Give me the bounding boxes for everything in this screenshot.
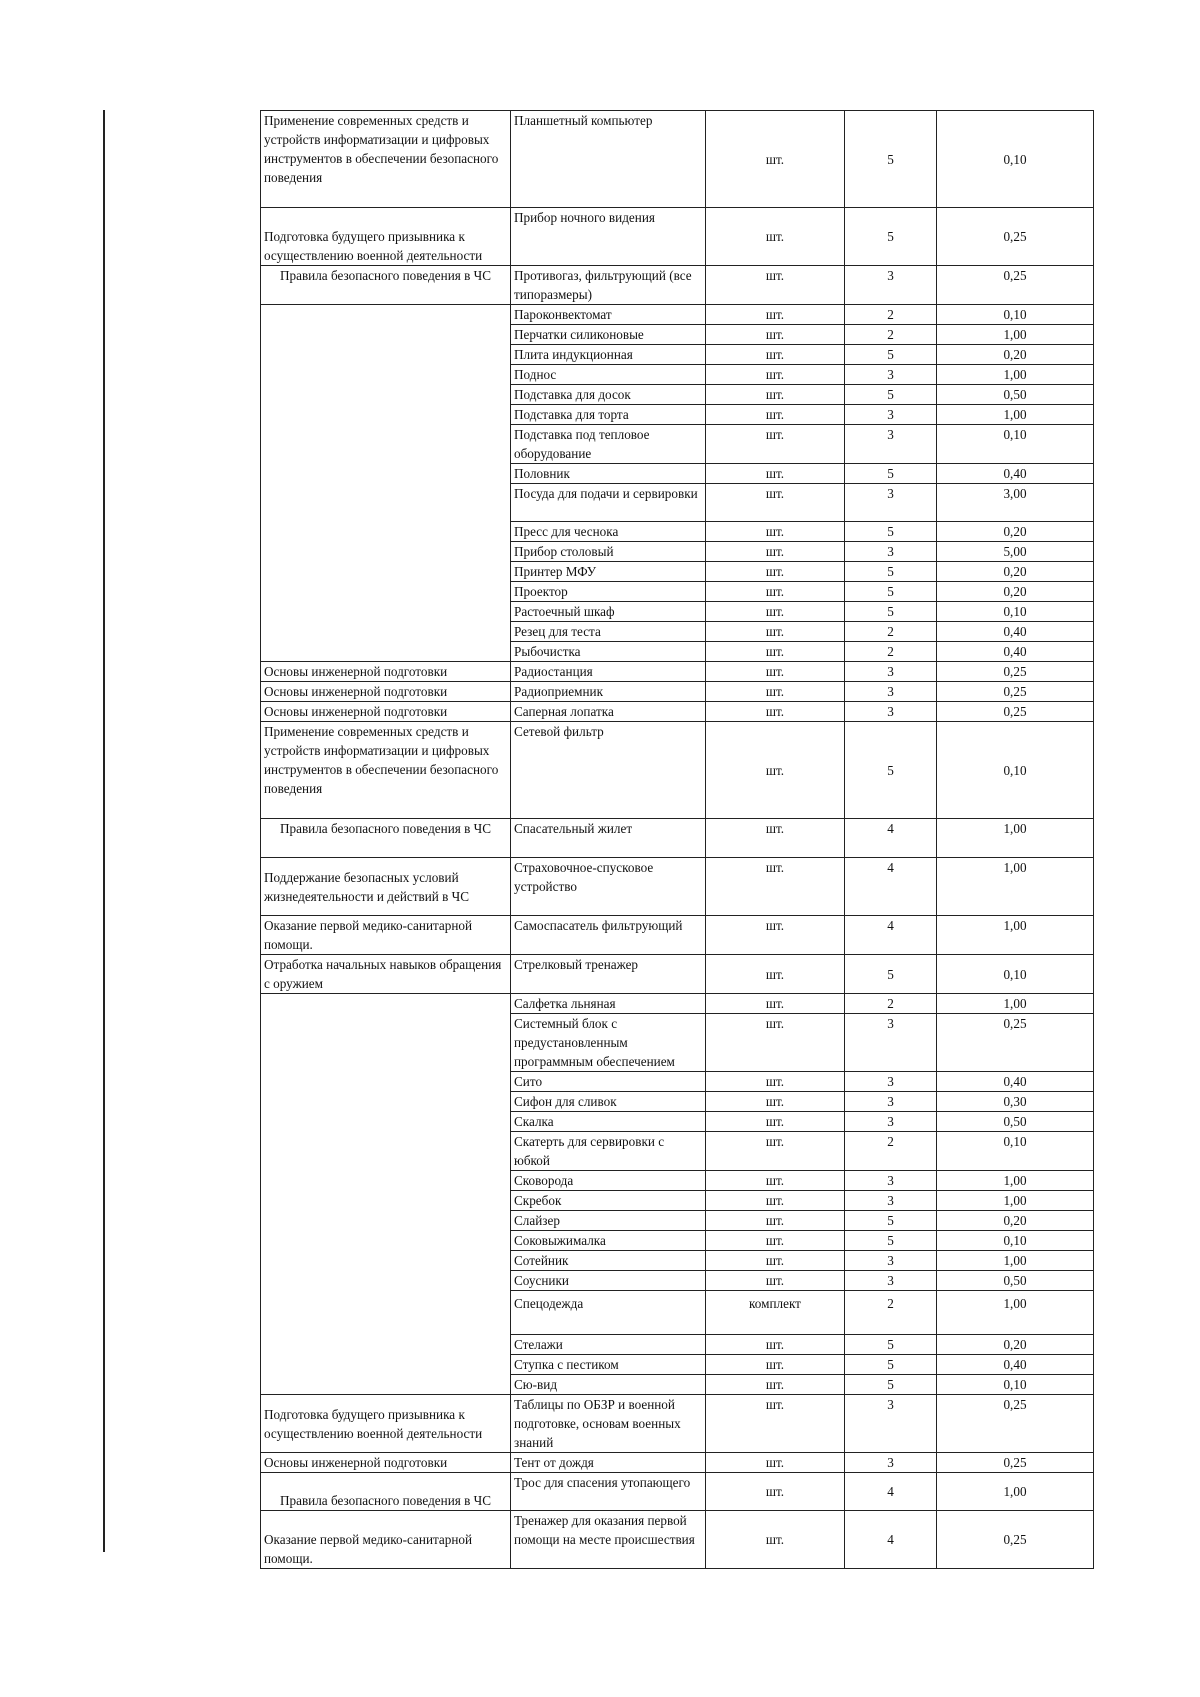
unit-cell: шт.: [706, 305, 845, 325]
qty-cell: 5: [845, 562, 937, 582]
qty-cell: 3: [845, 702, 937, 722]
unit-cell: шт.: [706, 1511, 845, 1569]
qty-cell: 5: [845, 1375, 937, 1395]
unit-cell: шт.: [706, 682, 845, 702]
section-cell: Оказание первой медико-санитарной помощи.: [261, 916, 511, 955]
unit-cell: шт.: [706, 582, 845, 602]
item-cell: Сковорода: [511, 1171, 706, 1191]
item-cell: Саперная лопатка: [511, 702, 706, 722]
section-cell: Применение современных средств и устройств информатизации и цифровых инструментов в обеспечении безопасного поведения: [261, 111, 511, 208]
qty-cell: 3: [845, 405, 937, 425]
coef-cell: 0,25: [937, 208, 1094, 266]
coef-cell: 0,50: [937, 1112, 1094, 1132]
coef-cell: 0,25: [937, 1511, 1094, 1569]
item-cell: Пресс для чеснока: [511, 522, 706, 542]
item-cell: Самоспасатель фильтрующий: [511, 916, 706, 955]
coef-cell: 1,00: [937, 916, 1094, 955]
unit-cell: шт.: [706, 1171, 845, 1191]
table-row: [261, 305, 1094, 325]
item-cell: Пароконвектомат: [511, 305, 706, 325]
coef-cell: 0,25: [937, 1014, 1094, 1072]
coef-cell: 0,10: [937, 1375, 1094, 1395]
item-cell: Сю-вид: [511, 1375, 706, 1395]
unit-cell: шт.: [706, 1375, 845, 1395]
table-row: [261, 266, 1094, 305]
qty-cell: 3: [845, 365, 937, 385]
coef-cell: 0,20: [937, 345, 1094, 365]
unit-cell: шт.: [706, 722, 845, 819]
unit-cell: шт.: [706, 484, 845, 522]
section-cell: Основы инженерной подготовки: [261, 702, 511, 722]
table-row: [261, 819, 1094, 858]
qty-cell: 3: [845, 1072, 937, 1092]
unit-cell: шт.: [706, 994, 845, 1014]
qty-cell: 2: [845, 994, 937, 1014]
coef-cell: 0,10: [937, 955, 1094, 994]
unit-cell: шт.: [706, 385, 845, 405]
coef-cell: 0,40: [937, 1355, 1094, 1375]
section-cell: Отработка начальных навыков обращения с оружием: [261, 955, 511, 994]
unit-cell: шт.: [706, 1473, 845, 1511]
unit-cell: шт.: [706, 1132, 845, 1171]
unit-cell: шт.: [706, 1112, 845, 1132]
unit-cell: шт.: [706, 266, 845, 305]
table-row: [261, 1395, 1094, 1453]
unit-cell: шт.: [706, 1072, 845, 1092]
item-cell: Салфетка льняная: [511, 994, 706, 1014]
qty-cell: 5: [845, 111, 937, 208]
coef-cell: 0,25: [937, 1453, 1094, 1473]
qty-cell: 4: [845, 1473, 937, 1511]
coef-cell: 1,00: [937, 325, 1094, 345]
qty-cell: 4: [845, 916, 937, 955]
item-cell: Страховочное-спусковое устройство: [511, 858, 706, 916]
unit-cell: шт.: [706, 542, 845, 562]
table-row: [261, 722, 1094, 819]
item-cell: Сито: [511, 1072, 706, 1092]
qty-cell: 5: [845, 955, 937, 994]
section-cell-empty: [261, 305, 511, 662]
coef-cell: 0,40: [937, 622, 1094, 642]
table-row: [261, 702, 1094, 722]
coef-cell: 0,25: [937, 266, 1094, 305]
item-cell: Перчатки силиконовые: [511, 325, 706, 345]
item-cell: Половник: [511, 464, 706, 484]
unit-cell: шт.: [706, 464, 845, 484]
coef-cell: 0,10: [937, 1231, 1094, 1251]
coef-cell: 0,10: [937, 111, 1094, 208]
item-cell: Скалка: [511, 1112, 706, 1132]
qty-cell: 3: [845, 266, 937, 305]
unit-cell: шт.: [706, 955, 845, 994]
coef-cell: 0,10: [937, 722, 1094, 819]
coef-cell: 0,10: [937, 1132, 1094, 1171]
section-cell: Правила безопасного поведения в ЧС: [261, 1473, 511, 1511]
table-row: [261, 1473, 1094, 1511]
table-row: [261, 111, 1094, 208]
unit-cell: шт.: [706, 1092, 845, 1112]
coef-cell: 0,25: [937, 1395, 1094, 1453]
unit-cell: шт.: [706, 1453, 845, 1473]
item-cell: Стелажи: [511, 1335, 706, 1355]
unit-cell: шт.: [706, 1191, 845, 1211]
item-cell: Резец для теста: [511, 622, 706, 642]
coef-cell: 0,25: [937, 702, 1094, 722]
coef-cell: 0,10: [937, 425, 1094, 464]
unit-cell: шт.: [706, 622, 845, 642]
item-cell: Принтер МФУ: [511, 562, 706, 582]
section-cell: Правила безопасного поведения в ЧС: [261, 819, 511, 858]
qty-cell: 3: [845, 662, 937, 682]
table-row: [261, 662, 1094, 682]
unit-cell: шт.: [706, 1335, 845, 1355]
item-cell: Тент от дождя: [511, 1453, 706, 1473]
coef-cell: 0,20: [937, 562, 1094, 582]
coef-cell: 0,20: [937, 522, 1094, 542]
table-row: [261, 858, 1094, 916]
coef-cell: 0,40: [937, 1072, 1094, 1092]
unit-cell: шт.: [706, 1251, 845, 1271]
coef-cell: 0,50: [937, 1271, 1094, 1291]
item-cell: Ступка с пестиком: [511, 1355, 706, 1375]
coef-cell: 1,00: [937, 994, 1094, 1014]
item-cell: Трос для спасения утопающего: [511, 1473, 706, 1511]
unit-cell: шт.: [706, 1211, 845, 1231]
qty-cell: 4: [845, 1511, 937, 1569]
item-cell: Спасательный жилет: [511, 819, 706, 858]
unit-cell: шт.: [706, 1395, 845, 1453]
item-cell: Соусники: [511, 1271, 706, 1291]
section-cell-empty: [261, 994, 511, 1395]
item-cell: Посуда для подачи и сервировки: [511, 484, 706, 522]
qty-cell: 5: [845, 385, 937, 405]
coef-cell: 1,00: [937, 819, 1094, 858]
item-cell: Соковыжималка: [511, 1231, 706, 1251]
qty-cell: 4: [845, 858, 937, 916]
qty-cell: 3: [845, 1014, 937, 1072]
item-cell: Радиоприемник: [511, 682, 706, 702]
unit-cell: шт.: [706, 208, 845, 266]
unit-cell: шт.: [706, 1231, 845, 1251]
qty-cell: 3: [845, 1191, 937, 1211]
qty-cell: 2: [845, 1291, 937, 1335]
coef-cell: 5,00: [937, 542, 1094, 562]
coef-cell: 0,40: [937, 642, 1094, 662]
item-cell: Противогаз, фильтрующий (все типоразмеры): [511, 266, 706, 305]
coef-cell: 0,20: [937, 582, 1094, 602]
qty-cell: 5: [845, 1231, 937, 1251]
section-cell: Основы инженерной подготовки: [261, 682, 511, 702]
unit-cell: шт.: [706, 662, 845, 682]
qty-cell: 5: [845, 722, 937, 819]
item-cell: Прибор ночного видения: [511, 208, 706, 266]
coef-cell: 1,00: [937, 1473, 1094, 1511]
item-cell: Радиостанция: [511, 662, 706, 682]
coef-cell: 0,10: [937, 305, 1094, 325]
item-cell: Растоечный шкаф: [511, 602, 706, 622]
item-cell: Прибор столовый: [511, 542, 706, 562]
item-cell: Сотейник: [511, 1251, 706, 1271]
unit-cell: шт.: [706, 365, 845, 385]
qty-cell: 3: [845, 1271, 937, 1291]
item-cell: Скатерть для сервировки с юбкой: [511, 1132, 706, 1171]
section-cell: Подготовка будущего призывника к осуществлению военной деятельности: [261, 208, 511, 266]
unit-cell: шт.: [706, 425, 845, 464]
item-cell: Планшетный компьютер: [511, 111, 706, 208]
item-cell: Тренажер для оказания первой помощи на месте происшествия: [511, 1511, 706, 1569]
coef-cell: 0,10: [937, 602, 1094, 622]
qty-cell: 5: [845, 1335, 937, 1355]
table-row: [261, 208, 1094, 266]
qty-cell: 5: [845, 464, 937, 484]
coef-cell: 1,00: [937, 1251, 1094, 1271]
unit-cell: шт.: [706, 858, 845, 916]
coef-cell: 1,00: [937, 365, 1094, 385]
coef-cell: 1,00: [937, 1171, 1094, 1191]
unit-cell: шт.: [706, 1271, 845, 1291]
qty-cell: 2: [845, 622, 937, 642]
qty-cell: 3: [845, 425, 937, 464]
item-cell: Сифон для сливок: [511, 1092, 706, 1112]
qty-cell: 5: [845, 1355, 937, 1375]
unit-cell: шт.: [706, 325, 845, 345]
qty-cell: 2: [845, 305, 937, 325]
qty-cell: 5: [845, 522, 937, 542]
qty-cell: 5: [845, 582, 937, 602]
coef-cell: 1,00: [937, 858, 1094, 916]
unit-cell: шт.: [706, 405, 845, 425]
left-margin-line: [103, 110, 105, 1552]
unit-cell: шт.: [706, 1355, 845, 1375]
item-cell: Таблицы по ОБЗР и военной подготовке, основам военных знаний: [511, 1395, 706, 1453]
unit-cell: шт.: [706, 702, 845, 722]
unit-cell: шт.: [706, 642, 845, 662]
unit-cell: шт.: [706, 562, 845, 582]
qty-cell: 5: [845, 345, 937, 365]
unit-cell: шт.: [706, 916, 845, 955]
qty-cell: 3: [845, 1092, 937, 1112]
qty-cell: 2: [845, 325, 937, 345]
qty-cell: 2: [845, 642, 937, 662]
section-cell: Применение современных средств и устройств информатизации и цифровых инструментов в обеспечении безопасного поведения: [261, 722, 511, 819]
coef-cell: 0,20: [937, 1335, 1094, 1355]
item-cell: Скребок: [511, 1191, 706, 1211]
coef-cell: 0,25: [937, 662, 1094, 682]
qty-cell: 3: [845, 682, 937, 702]
table-row: [261, 1453, 1094, 1473]
table-row: [261, 955, 1094, 994]
item-cell: Подставка для торта: [511, 405, 706, 425]
qty-cell: 5: [845, 1211, 937, 1231]
qty-cell: 3: [845, 1251, 937, 1271]
item-cell: Подставка под тепловое оборудование: [511, 425, 706, 464]
unit-cell: комплект: [706, 1291, 845, 1335]
coef-cell: 0,20: [937, 1211, 1094, 1231]
unit-cell: шт.: [706, 602, 845, 622]
item-cell: Спецодежда: [511, 1291, 706, 1335]
coef-cell: 0,25: [937, 682, 1094, 702]
coef-cell: 1,00: [937, 1191, 1094, 1211]
item-cell: Подставка для досок: [511, 385, 706, 405]
equipment-table: [260, 110, 1094, 1569]
qty-cell: 3: [845, 484, 937, 522]
section-cell: Основы инженерной подготовки: [261, 1453, 511, 1473]
table-row: [261, 682, 1094, 702]
qty-cell: 4: [845, 819, 937, 858]
coef-cell: 0,40: [937, 464, 1094, 484]
section-cell: Оказание первой медико-санитарной помощи.: [261, 1511, 511, 1569]
coef-cell: 1,00: [937, 1291, 1094, 1335]
table-row: [261, 916, 1094, 955]
unit-cell: шт.: [706, 1014, 845, 1072]
coef-cell: 0,30: [937, 1092, 1094, 1112]
item-cell: Проектор: [511, 582, 706, 602]
qty-cell: 3: [845, 1395, 937, 1453]
unit-cell: шт.: [706, 111, 845, 208]
qty-cell: 3: [845, 1453, 937, 1473]
qty-cell: 2: [845, 1132, 937, 1171]
qty-cell: 5: [845, 602, 937, 622]
section-cell: Правила безопасного поведения в ЧС: [261, 266, 511, 305]
section-cell: Основы инженерной подготовки: [261, 662, 511, 682]
item-cell: Поднос: [511, 365, 706, 385]
coef-cell: 0,50: [937, 385, 1094, 405]
unit-cell: шт.: [706, 819, 845, 858]
item-cell: Системный блок с предустановленным программным обеспечением: [511, 1014, 706, 1072]
item-cell: Сетевой фильтр: [511, 722, 706, 819]
coef-cell: 1,00: [937, 405, 1094, 425]
section-cell: Поддержание безопасных условий жизнедеятельности и действий в ЧС: [261, 858, 511, 916]
item-cell: Рыбочистка: [511, 642, 706, 662]
unit-cell: шт.: [706, 345, 845, 365]
qty-cell: 3: [845, 1112, 937, 1132]
qty-cell: 3: [845, 542, 937, 562]
table-row: [261, 994, 1094, 1014]
item-cell: Стрелковый тренажер: [511, 955, 706, 994]
table-row: [261, 1511, 1094, 1569]
item-cell: Плита индукционная: [511, 345, 706, 365]
qty-cell: 3: [845, 1171, 937, 1191]
section-cell: Подготовка будущего призывника к осуществлению военной деятельности: [261, 1395, 511, 1453]
coef-cell: 3,00: [937, 484, 1094, 522]
unit-cell: шт.: [706, 522, 845, 542]
qty-cell: 5: [845, 208, 937, 266]
item-cell: Слайзер: [511, 1211, 706, 1231]
